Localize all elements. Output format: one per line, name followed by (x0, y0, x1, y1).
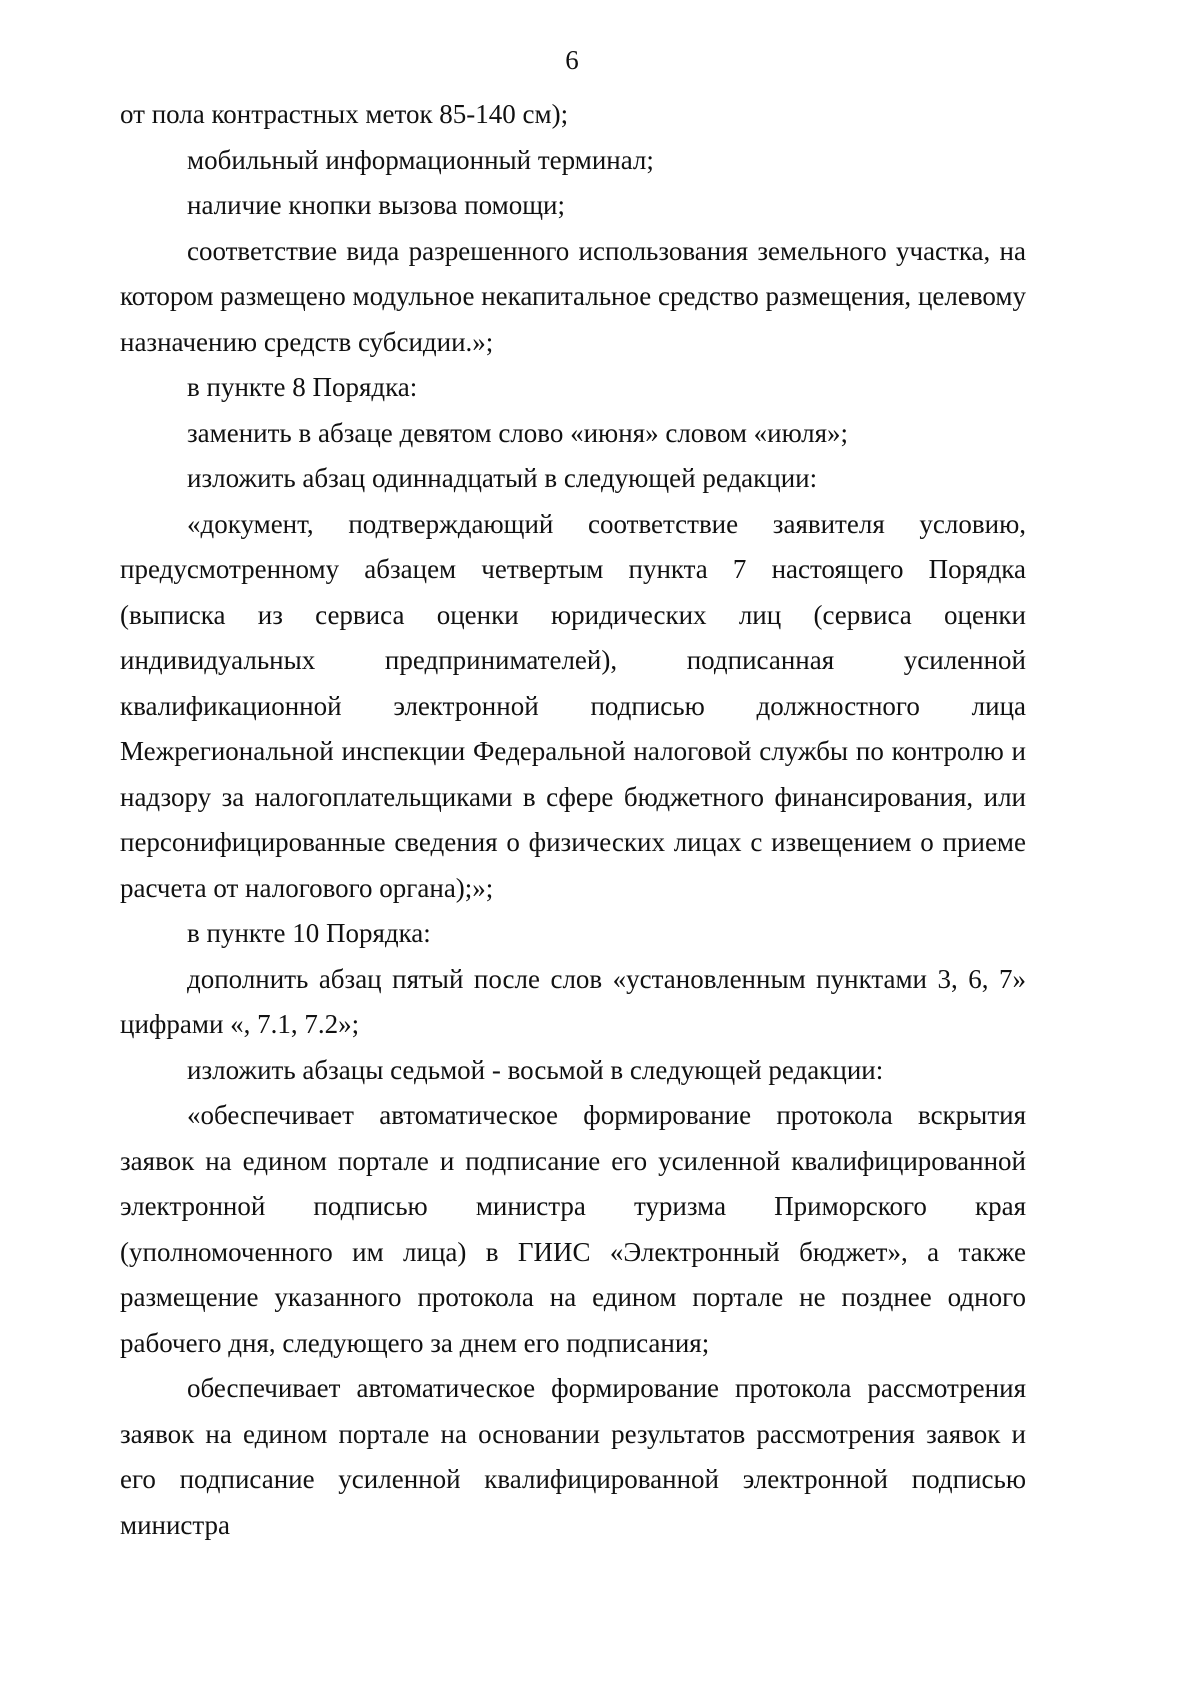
paragraph: заменить в абзаце девятом слово «июня» словом «июля»; (187, 417, 849, 448)
page-number: 6 (565, 45, 579, 75)
paragraph: дополнить абзац пятый после слов «установленным пунктами 3, 6, 7» цифрами «, 7.1, 7.2»; (120, 963, 1026, 1039)
paragraph: «обеспечивает автоматическое формирование протокола вскрытия заявок на едином портале и подписание его усиленной квалифицированной электронной подписью министра туризма Приморского края (уполномоченного им лица) в ГИИС «Электронный бюджет», а также размещение указанного протокола на едином портале не позднее одного рабочего дня, следующего за днем его подписания; (120, 1100, 1026, 1358)
paragraph: в пункте 8 Порядка: (187, 372, 418, 402)
paragraph: обеспечивает автоматическое формирование протокола рассмотрения заявок на едином портале на основании результатов рассмотрения заявок и его подписание усиленной квалифицированной электронной подписью министра (120, 1373, 1026, 1540)
paragraph: соответствие вида разрешенного использования земельного участка, на котором размещено модульное некапитальное средство размещения, целевому назначению средств субсидии.»; (120, 235, 1026, 357)
paragraph: «документ, подтверждающий соответствие заявителя условию, предусмотренному абзацем четвертым пункта 7 настоящего Порядка (выписка из сервиса оценки юридических лиц (сервиса оценки индивидуальных предпринимателей), подписанная усиленной квалификационной электронной подписью должностного лица Межрегиональной инспекции Федеральной налоговой службы по контролю и надзору за налогоплательщиками в сфере бюджетного финансирования, или персонифицированные сведения о физических лицах с извещением о приеме расчета от налогового органа);»; (120, 508, 1026, 903)
paragraph: изложить абзац одиннадцатый в следующей редакции: (187, 463, 818, 493)
paragraph: мобильный информационный терминал; (187, 144, 654, 175)
paragraph: в пункте 10 Порядка: (187, 918, 431, 948)
document-body (120, 92, 1026, 1548)
paragraph: изложить абзацы седьмой - восьмой в следующей редакции: (187, 1054, 884, 1085)
paragraph: наличие кнопки вызова помощи; (187, 190, 565, 220)
paragraph: от пола контрастных меток 85-140 см); (120, 99, 569, 129)
